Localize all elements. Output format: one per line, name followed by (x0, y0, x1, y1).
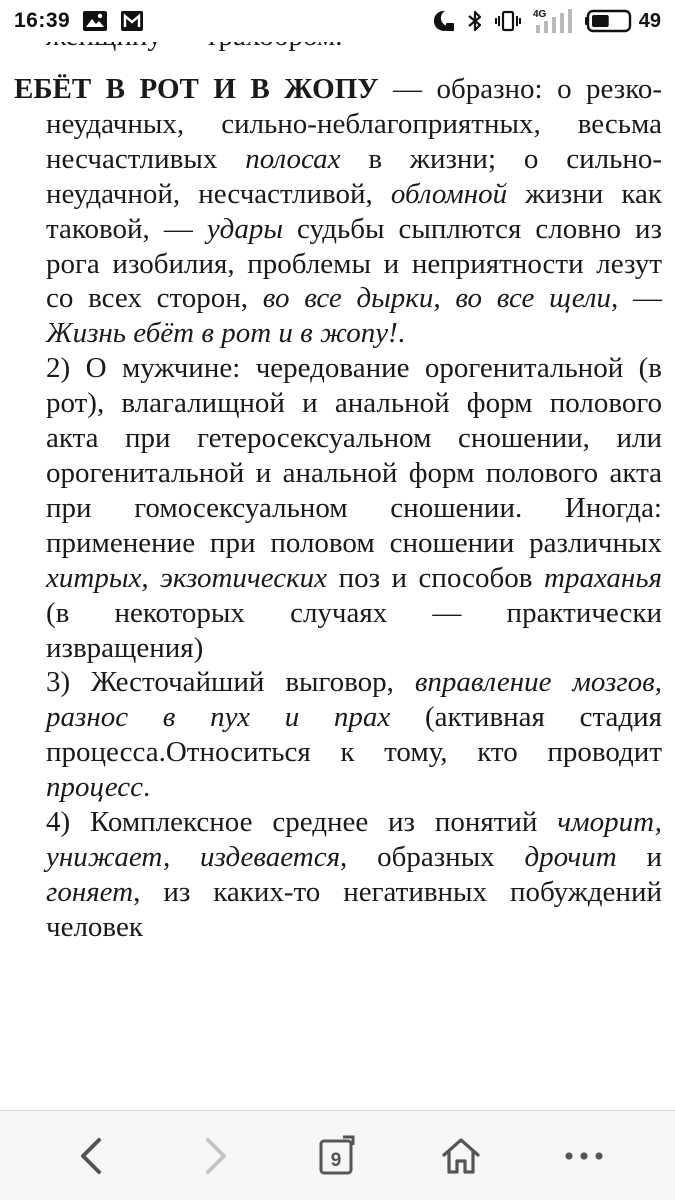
entry-headword: ЕБЁТ В РОТ И В ЖОПУ (14, 73, 379, 105)
definition-4: 4) Комплексное среднее из понятий чморит, унижает, издевается, образных дрочит и гоняет, из каких-то негативных побуждений человек (46, 806, 662, 943)
definition-1: ЕБЁТ В РОТ И В ЖОПУ — образно: о резко-неудачных, сильно-неблагоприятных, весьма несчастливых полосах в жизни; о сильно-неудачной, несчастливой, обломной жизни как таковой, — удары судьбы сыплются словно из рога изобилия, проблемы и неприятности лезут со всех сторон, во все дырки, во все щели, — Жизнь ебёт в рот и в жопу!. (14, 73, 662, 350)
tab-count: 9 (330, 1149, 341, 1171)
home-button[interactable] (431, 1126, 491, 1186)
picture-notification-icon (82, 10, 108, 32)
chevron-left-icon (75, 1136, 109, 1176)
more-dots-icon (563, 1150, 605, 1162)
clock: 16:39 (14, 9, 71, 32)
dictionary-entry (14, 72, 662, 945)
menu-button[interactable] (554, 1126, 614, 1186)
browser-toolbar (0, 1110, 675, 1200)
forward-button[interactable] (185, 1126, 245, 1186)
battery-icon (585, 9, 633, 33)
battery-percent: 49 (638, 9, 661, 32)
chevron-right-icon (198, 1136, 232, 1176)
back-button[interactable] (62, 1126, 122, 1186)
bluetooth-icon (467, 9, 483, 33)
tabs-button[interactable] (308, 1126, 368, 1186)
definition-2: 2) О мужчине: чередование орогенитальной (в рот), влагалищной и анальной форм полового акта при гетеросексуальном сношении, или орогенитальной и анальной форм полового акта при гомосексуальном сношении. Иногда: применение при половом сношении различных хитрых, экзотических поз и способов траханья (в некоторых случаях — практически извращения) (46, 352, 662, 664)
home-icon (440, 1135, 482, 1177)
cellular-signal-icon (533, 8, 573, 34)
reader-content[interactable] (0, 42, 675, 1110)
definition-3: 3) Жесточайший выговор, вправление мозгов, разнос в пух и прах (активная стадия процесса.Относиться к тому, кто проводит процесс. (46, 666, 662, 804)
vibrate-icon (495, 9, 521, 33)
status-bar (0, 0, 675, 42)
network-type-label: 4G (532, 9, 547, 20)
tabs-icon (317, 1135, 359, 1177)
do-not-disturb-moon-icon (431, 9, 455, 33)
mail-notification-icon (120, 10, 144, 32)
